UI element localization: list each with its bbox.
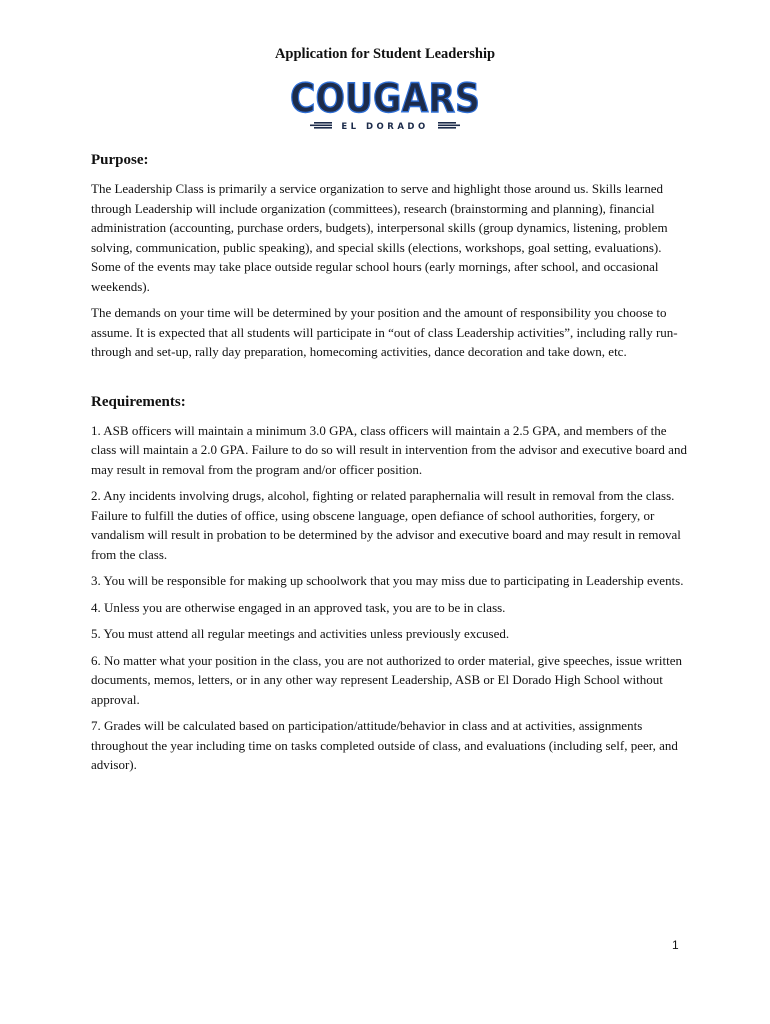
logo-left-speed-lines (310, 122, 332, 129)
requirement-item: 4. Unless you are otherwise engaged in an approved task, you are to be in class. (91, 599, 506, 615)
logo-subtitle: EL DORADO (341, 122, 429, 132)
document-title: Application for Student Leadership (274, 46, 496, 62)
document-body (91, 150, 691, 782)
requirements-heading: Requirements: (91, 393, 186, 410)
logo-right-speed-lines (438, 122, 460, 129)
logo-wordmark: COUGARS (290, 76, 480, 122)
requirement-item: 2. Any incidents involving drugs, alcohol, fighting or related paraphernalia will result in removal from the class. Failure to fulfill the duties of office, using obscene language, open defiance of school authorities, forgery, or vandalism will result in probation to be determined by the advisor and executive board and may result in removal from the class. (91, 488, 681, 562)
requirement-item: 7. Grades will be calculated based on participation/attitude/behavior in class and at activities, assignments throughout the year including time on tasks completed outside of class, and evaluations (including self, peer, and advisor). (91, 718, 678, 772)
purpose-paragraph: The demands on your time will be determined by your position and the amount of responsibility you choose to assume. It is expected that all students will participate in “out of class Leadership activities”, including rally run-through and set-up, rally day preparation, homecoming activities, dance decoration and take down, etc. (91, 305, 678, 359)
requirement-item: 6. No matter what your position in the class, you are not authorized to order material, give speeches, issue written documents, memos, letters, or in any other way represent Leadership, ASB or El Dorado High School without approval. (91, 652, 682, 707)
requirement-item: 3. You will be responsible for making up schoolwork that you may miss due to participating in Leadership events. (91, 573, 684, 588)
purpose-paragraph: The Leadership Class is primarily a service organization to serve and highlight those around us. Skills learned through Leadership will include organization (committees), research (brainstorming and planning), financial administration (accounting, purchase orders, budgets), interpersonal skills (group dynamics, listening, problem solving, communication, public speaking), and special skills (elections, workshops, goal setting, evaluations). Some of the events may take place outside regular school hours (early mornings, after school, and occasional weekends). (91, 181, 668, 294)
purpose-heading: Purpose: (91, 152, 149, 168)
requirement-item: 1. ASB officers will maintain a minimum 3.0 GPA, class officers will maintain a 2.5 GPA, and members of the class will maintain a 2.0 GPA. Failure to do so will result in intervention from the advisor and executive board and may result in removal from the program and/or officer position. (91, 422, 687, 477)
page-number: 1 (672, 938, 679, 952)
requirement-item: 5. You must attend all regular meetings and activities unless previously excused. (91, 626, 510, 641)
cougars-logo (284, 78, 486, 132)
